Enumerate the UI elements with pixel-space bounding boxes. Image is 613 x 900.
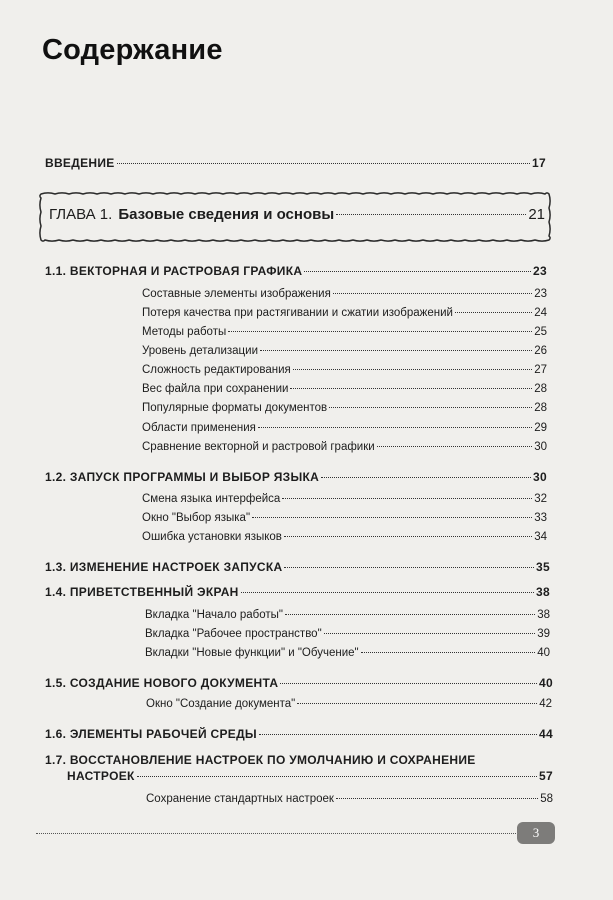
toc-entry-page: 40 [537,647,550,659]
toc-subsection [142,441,547,453]
leader-dots [336,214,526,215]
toc-entry-label: Вес файла при сохранении [142,383,289,395]
chapter-name: Базовые сведения и основы [118,206,335,223]
toc-entry-page: 40 [539,676,553,690]
leader-dots [280,683,537,684]
leader-dots [329,407,532,408]
toc-entry-label: 1.6. ЭЛЕМЕНТЫ РАБОЧЕЙ СРЕДЫ [45,727,257,741]
toc-entry-label: 1.2. ЗАПУСК ПРОГРАММЫ И ВЫБОР ЯЗЫКА [45,470,320,484]
leader-dots [290,388,532,389]
toc-entry-label-line1: 1.7. ВОССТАНОВЛЕНИЕ НАСТРОЕК ПО УМОЛЧАНИЮ И СОХРАНЕНИЕ [45,753,476,767]
leader-dots [137,776,537,777]
toc-entry-label: ВВЕДЕНИЕ [45,156,115,170]
toc-entry-label: Вкладки "Новые функции" и "Обучение" [145,647,359,659]
toc-entry-label: 1.3. ИЗМЕНЕНИЕ НАСТРОЕК ЗАПУСКА [45,560,283,574]
toc-entry-page: 32 [534,493,547,505]
toc-section-1-1 [45,264,547,278]
toc-entry-page: 30 [534,441,547,453]
toc-section-1-6 [45,727,553,741]
toc-subsection [142,345,547,357]
toc-entry-page: 29 [534,422,547,434]
leader-dots [228,331,532,332]
toc-entry-page: 30 [533,470,547,484]
leader-dots [241,592,534,593]
toc-section-1-7 [45,753,553,783]
toc-entry-page: 28 [534,402,547,414]
leader-dots [284,536,532,537]
toc-subsection [145,609,550,621]
leader-dots [336,798,538,799]
leader-dots [297,703,537,704]
toc-entry-page: 33 [534,512,547,524]
leader-dots [252,517,532,518]
toc-entry-page: 28 [534,383,547,395]
toc-entry-page: 21 [528,206,545,223]
toc-subsection [145,628,550,640]
toc-entry-label: 1.4. ПРИВЕТСТВЕННЫЙ ЭКРАН [45,585,239,599]
toc-entry-page: 57 [539,769,553,783]
leader-dots [260,350,532,351]
toc-entry-label: Смена языка интерфейса [142,493,281,505]
page-title: Содержание [42,34,223,66]
toc-entry-line2 [67,769,553,783]
leader-dots [361,652,536,653]
toc-subsection [142,512,547,524]
toc-entry-label: Ошибка установки языков [142,531,282,543]
toc-entry-label: Сохранение стандартных настроек [146,793,334,805]
footer-rule [36,833,516,834]
toc-entry-label: Окно "Выбор языка" [142,512,251,524]
toc-entry-label: Вкладка "Рабочее пространство" [145,628,322,640]
leader-dots [117,163,530,164]
toc-entry-page: 27 [534,364,547,376]
toc-subsection [142,383,547,395]
toc-entry-page: 23 [533,264,547,278]
toc-entry-page: 35 [536,560,550,574]
leader-dots [293,369,532,370]
toc-entry-label-line2: НАСТРОЕК [67,769,135,783]
toc-entry-chapter-1 [49,206,545,223]
toc-entry-page: 39 [537,628,550,640]
toc-entry-label: Области применения [142,422,256,434]
toc-entry-label: Популярные форматы документов [142,402,328,414]
toc-section-1-4 [45,585,550,599]
toc-subsection [142,307,547,319]
toc-entry-label: Составные элементы изображения [142,288,331,300]
toc-subsection [146,793,553,805]
toc-subsection [145,647,550,659]
toc-section-1-3 [45,560,550,574]
toc-entry-label: Потеря качества при растягивании и сжатии изображений [142,307,453,319]
toc-subsection [142,402,547,414]
toc-entry-label: Сравнение векторной и растровой графики [142,441,375,453]
leader-dots [333,293,532,294]
toc-entry-page: 23 [534,288,547,300]
leader-dots [304,271,531,272]
leader-dots [377,446,533,447]
toc-section-1-5 [45,676,553,690]
toc-subsection [142,493,547,505]
toc-subsection [142,364,547,376]
toc-entry-label: 1.5. СОЗДАНИЕ НОВОГО ДОКУМЕНТА [45,676,279,690]
toc-subsection [142,326,547,338]
toc-entry-page: 17 [532,156,546,170]
toc-entry-introduction [45,156,546,170]
toc-entry-page: 38 [537,609,550,621]
toc-section-1-2 [45,470,547,484]
toc-subsection [142,531,547,543]
toc-entry-page: 25 [534,326,547,338]
toc-entry-label: Уровень детализации [142,345,258,357]
toc-entry-page: 24 [534,307,547,319]
leader-dots [321,477,531,478]
toc-entry-label: Методы работы [142,326,227,338]
toc-subsection [146,698,552,710]
leader-dots [285,614,535,615]
toc-entry-page: 38 [536,585,550,599]
page-number-badge: 3 [517,822,555,844]
leader-dots [282,498,532,499]
toc-entry-label: Окно "Создание документа" [146,698,296,710]
toc-entry-page: 44 [539,727,553,741]
toc-entry-page: 58 [540,793,553,805]
toc-entry-label: Сложность редактирования [142,364,291,376]
toc-entry-page: 42 [539,698,552,710]
chapter-heading-box [35,188,555,246]
toc-entry-page: 34 [534,531,547,543]
leader-dots [258,427,532,428]
chapter-number: ГЛАВА 1. [49,206,113,223]
toc-entry-label: Вкладка "Начало работы" [145,609,284,621]
leader-dots [455,312,532,313]
toc-entry-label: 1.1. ВЕКТОРНАЯ И РАСТРОВАЯ ГРАФИКА [45,264,303,278]
leader-dots [259,734,537,735]
toc-subsection [142,288,547,300]
leader-dots [324,633,536,634]
toc-entry-page: 26 [534,345,547,357]
leader-dots [284,567,534,568]
toc-subsection [142,422,547,434]
